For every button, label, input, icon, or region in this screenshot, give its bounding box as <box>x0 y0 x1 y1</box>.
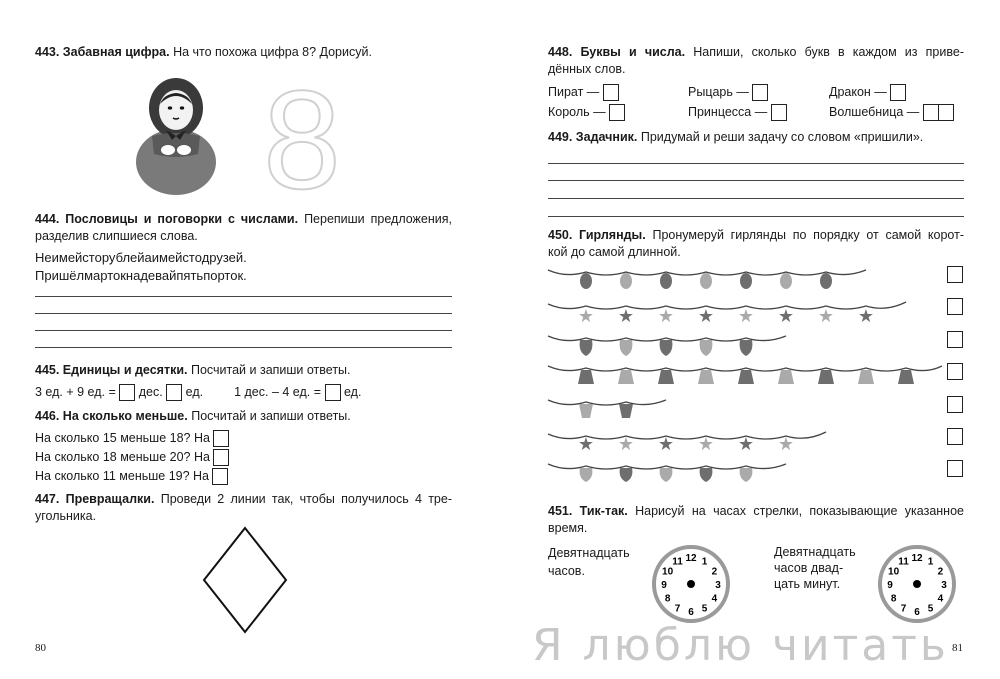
question-row <box>35 430 229 447</box>
page-number-left: 80 <box>35 642 46 654</box>
answer-box[interactable] <box>923 104 939 121</box>
word-item <box>548 104 625 121</box>
clock-center-dot <box>687 580 695 588</box>
task-447-text: Проведи 2 линии так, чтобы получилось 4 тре- <box>160 492 452 506</box>
word-item <box>829 84 906 101</box>
answer-box[interactable] <box>947 331 963 348</box>
task-443-number: 443. Забавная цифра. <box>35 45 170 59</box>
task-451-text-cont: время. <box>548 521 588 535</box>
label-line: часов. <box>548 564 585 578</box>
task-451-header <box>548 504 964 518</box>
svg-text:★: ★ <box>697 306 715 327</box>
clock-face-icon[interactable] <box>650 543 732 625</box>
writing-line[interactable] <box>35 313 452 314</box>
answer-box[interactable] <box>752 84 768 101</box>
clock-number: 10 <box>888 566 900 578</box>
clock-number: 1 <box>927 556 934 568</box>
task-445-text: Посчитай и запиши ответы. <box>190 363 351 377</box>
clock-number: 3 <box>941 580 947 591</box>
task-444-header <box>35 212 452 226</box>
writing-line[interactable] <box>35 347 452 348</box>
clock-number: 2 <box>711 566 718 578</box>
task-444-text: Перепиши предложения, <box>304 212 452 226</box>
unit-tens: дес. <box>138 384 163 399</box>
clock-1-label <box>548 544 630 580</box>
word-item <box>688 104 787 121</box>
matryoshka-doll-icon <box>132 74 220 196</box>
task-448-text: Напиши, сколько букв в каждом из приве- <box>693 45 964 59</box>
answer-box[interactable] <box>947 266 963 283</box>
writing-line[interactable] <box>548 216 964 217</box>
clock-number: 9 <box>661 580 667 591</box>
answer-box[interactable] <box>325 384 341 401</box>
clock-number: 8 <box>890 593 897 605</box>
task-445-number: 445. Единицы и десятки. <box>35 363 188 377</box>
proverb-line-1: Неимейсторублейаимейстодрузей. <box>35 250 247 265</box>
label-line: Девятнадцать <box>774 545 856 559</box>
writing-line[interactable] <box>548 198 964 199</box>
question-row <box>35 468 228 485</box>
task-451-number: 451. Тик-так. <box>548 504 628 518</box>
task-447-text-cont: угольника. <box>35 509 97 523</box>
task-448-number: 448. Буквы и числа. <box>548 45 686 59</box>
task-451-text: Нарисуй на часах стрелки, показывающие указанное <box>635 504 964 518</box>
watermark: Я люблю читать <box>532 620 949 671</box>
svg-text:★: ★ <box>777 306 795 327</box>
task-450-number: 450. Гирлянды. <box>548 228 646 242</box>
clock-number: 1 <box>701 556 708 568</box>
task-450-text: Пронумеруй гирлянды по порядку от самой корот- <box>652 228 964 242</box>
svg-text:★: ★ <box>737 306 755 327</box>
svg-text:8: 8 <box>263 84 341 196</box>
clock-number: 11 <box>672 556 683 568</box>
clock-number: 12 <box>685 553 697 564</box>
svg-text:★: ★ <box>817 306 835 327</box>
task-447-header <box>35 492 452 506</box>
label-line: часов двад- <box>774 561 844 575</box>
label-line: цать минут. <box>774 577 841 591</box>
answer-box[interactable] <box>947 396 963 413</box>
answer-box[interactable] <box>166 384 182 401</box>
word-label: Рыцарь — <box>688 84 749 99</box>
clock-number: 4 <box>711 593 718 605</box>
answer-box[interactable] <box>609 104 625 121</box>
answer-box[interactable] <box>947 428 963 445</box>
outlined-digit-eight <box>255 84 350 196</box>
answer-box[interactable] <box>119 384 135 401</box>
question-row <box>35 449 229 466</box>
question-text: На сколько 18 меньше 20? На <box>35 449 210 464</box>
task-447-number: 447. Превращалки. <box>35 492 155 506</box>
clock-number: 2 <box>937 566 944 578</box>
svg-text:★: ★ <box>657 434 675 455</box>
task-448-text-cont: дённых слов. <box>548 62 626 76</box>
clock-number: 8 <box>664 593 671 605</box>
clock-face-icon[interactable] <box>876 543 958 625</box>
clock-number: 6 <box>914 607 920 618</box>
expression-1: 3 ед. + 9 ед. = <box>35 384 116 399</box>
task-448-header <box>548 45 964 59</box>
proverb-line-2: Пришёлмартокнадевайпятьпорток. <box>35 268 247 283</box>
writing-line[interactable] <box>548 163 964 164</box>
clock-number: 10 <box>662 566 674 578</box>
clock-number: 7 <box>674 603 681 615</box>
word-item <box>548 84 619 101</box>
svg-text:★: ★ <box>777 434 795 455</box>
unit-ones: ед. <box>185 384 204 399</box>
expression-2: 1 дес. – 4 ед. = <box>234 384 322 399</box>
clock-number: 11 <box>898 556 909 568</box>
answer-box[interactable] <box>947 363 963 380</box>
task-446-header <box>35 409 351 423</box>
clock-number: 3 <box>715 580 721 591</box>
task-449-number: 449. Задачник. <box>548 130 638 144</box>
rhombus-shape[interactable] <box>200 525 290 635</box>
garlands-illustration <box>540 262 945 484</box>
task-444-number: 444. Пословицы и поговорки с числами. <box>35 212 299 226</box>
svg-text:★: ★ <box>857 306 875 327</box>
question-text: На сколько 15 меньше 18? На <box>35 430 210 445</box>
svg-text:★: ★ <box>617 434 635 455</box>
task-445-expressions <box>35 384 361 401</box>
clock-number: 9 <box>887 580 893 591</box>
writing-line[interactable] <box>35 296 452 297</box>
task-449-header <box>548 130 923 144</box>
clock-number: 5 <box>927 603 934 615</box>
task-443-text: На что похожа цифра 8? Дорисуй. <box>173 45 372 59</box>
clock-number: 4 <box>937 593 944 605</box>
clock-number: 12 <box>911 553 923 564</box>
svg-text:★: ★ <box>577 434 595 455</box>
answer-box[interactable] <box>212 468 228 485</box>
word-label: Принцесса — <box>688 104 768 119</box>
task-446-text: Посчитай и запиши ответы. <box>191 409 351 423</box>
clock-center-dot <box>913 580 921 588</box>
answer-box[interactable] <box>213 449 229 466</box>
word-label: Король — <box>548 104 606 119</box>
clock-number: 7 <box>900 603 907 615</box>
answer-box[interactable] <box>213 430 229 447</box>
unit-ones-2: ед. <box>344 384 362 399</box>
writing-line[interactable] <box>35 330 452 331</box>
task-450-header <box>548 228 964 242</box>
svg-text:★: ★ <box>697 434 715 455</box>
svg-text:★: ★ <box>737 434 755 455</box>
clock-number: 5 <box>701 603 708 615</box>
page-number-right: 81 <box>952 642 963 654</box>
answer-box[interactable] <box>938 104 954 121</box>
task-446-number: 446. На сколько меньше. <box>35 409 188 423</box>
word-item <box>829 104 954 121</box>
label-line: Девятнадцать <box>548 546 630 560</box>
word-label: Волшебница — <box>829 104 920 119</box>
clock-number: 6 <box>688 607 694 618</box>
svg-text:★: ★ <box>617 306 635 327</box>
answer-box[interactable] <box>771 104 787 121</box>
question-text: На сколько 11 меньше 19? На <box>35 468 209 483</box>
answer-box[interactable] <box>947 298 963 315</box>
task-450-text-cont: кой до самой длинной. <box>548 245 681 259</box>
word-item <box>688 84 768 101</box>
writing-line[interactable] <box>548 180 964 181</box>
svg-text:★: ★ <box>657 306 675 327</box>
svg-text:★: ★ <box>577 306 595 327</box>
task-444-text-cont: разделив слипшиеся слова. <box>35 229 198 243</box>
word-label: Дракон — <box>829 84 887 99</box>
task-445-header <box>35 363 351 377</box>
answer-box[interactable] <box>603 84 619 101</box>
task-449-text: Придумай и реши задачу со словом «пришили». <box>640 130 924 144</box>
answer-box[interactable] <box>947 460 963 477</box>
task-443-header <box>35 45 372 59</box>
word-label: Пират — <box>548 84 600 99</box>
clock-2-label <box>774 544 856 592</box>
answer-box[interactable] <box>890 84 906 101</box>
